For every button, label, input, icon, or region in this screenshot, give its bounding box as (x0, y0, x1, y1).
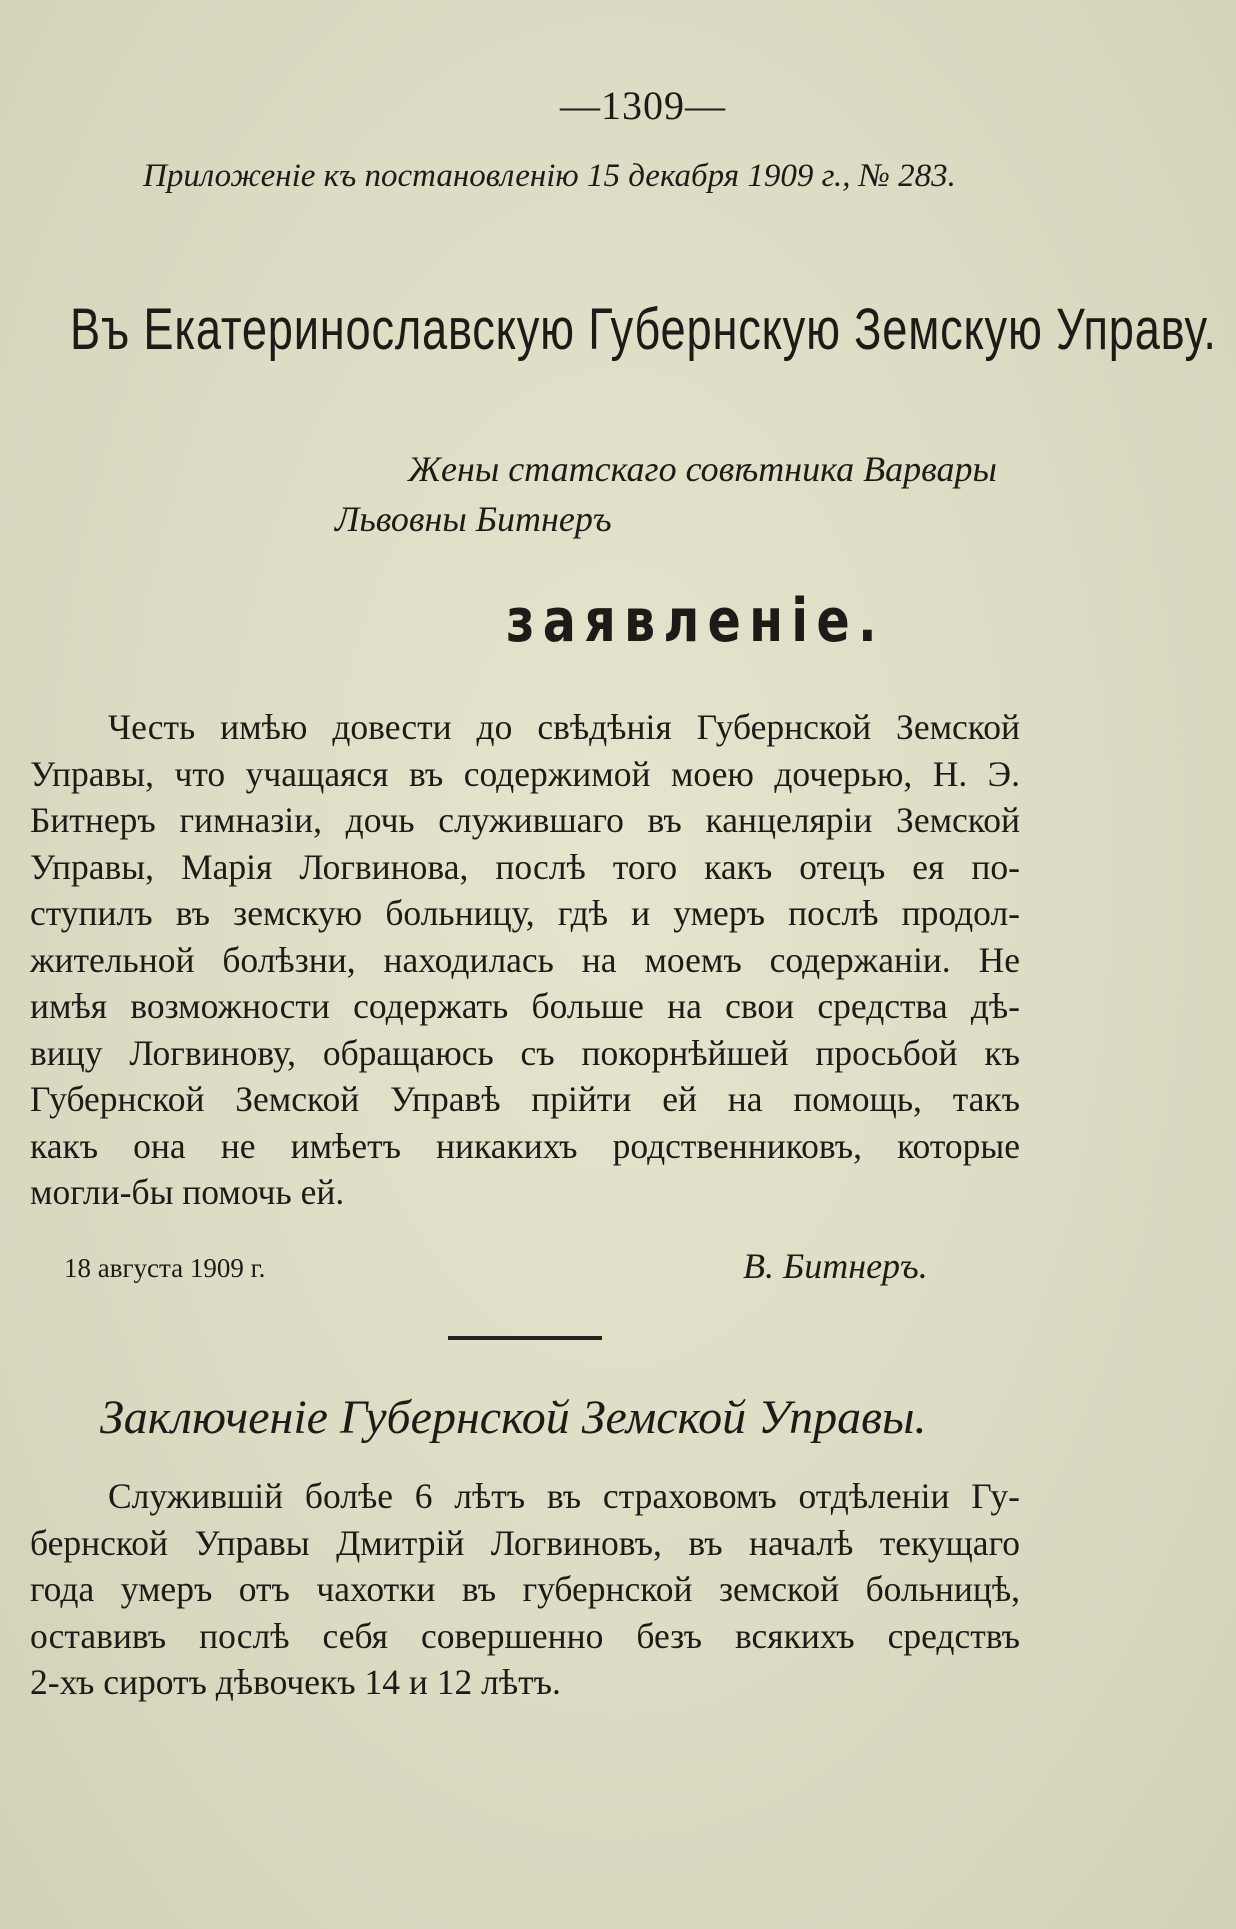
statement-line: Губернской Земской Управѣ прійти ей на помощь, такъ (30, 1079, 1020, 1119)
statement-line: Управы, Марія Логвинова, послѣ того какъ отецъ ея по- (30, 846, 1020, 887)
conclusion-paragraph (30, 1473, 1020, 1706)
statement-line: имѣя возможности содержать больше на свои средства дѣ- (30, 986, 1020, 1026)
appendix-note: Приложеніе къ постановленію 15 декабря 1909 г., № 283. (143, 158, 956, 194)
statement-line: Честь имѣю довести до свѣдѣнія Губернской Земской (108, 707, 1020, 747)
sender-line-1: Жены статскаго совѣтника Варвары (408, 449, 997, 489)
statement-line: жительной болѣзни, находилась на моемъ содержаніи. Не (30, 939, 1020, 980)
conclusion-line: бернской Управы Дмитрій Логвиновъ, въ началѣ текущаго (30, 1522, 1020, 1563)
sender-line-2: Львовны Битнеръ (335, 499, 612, 539)
addressee-heading: Въ Екатеринославскую Губернскую Земскую Управу. (70, 297, 1217, 362)
statement-line: ступилъ въ земскую больницу, гдѣ и умеръ послѣ продол- (30, 893, 1020, 933)
statement-line: Битнеръ гимназіи, дочь служившаго въ канцеляріи Земской (30, 800, 1020, 840)
section-title: Заключеніе Губернской Земской Управы. (100, 1391, 927, 1444)
conclusion-line: года умеръ отъ чахотки въ губернской земской больницѣ, (30, 1569, 1020, 1609)
statement-line: могли-бы помочь ей. (30, 1172, 345, 1212)
statement-line: какъ она не имѣетъ никакихъ родственниковъ, которые (30, 1125, 1020, 1166)
section-divider (448, 1336, 602, 1340)
statement-line: Управы, что учащаяся въ содержимой моею дочерью, Н. Э. (30, 753, 1020, 794)
statement-line: вицу Логвинову, обращаюсь съ покорнѣйшей просьбой къ (30, 1032, 1020, 1073)
statement-date: 18 августа 1909 г. (64, 1253, 266, 1283)
signature: В. Битнеръ. (743, 1246, 928, 1286)
conclusion-line: Служившій болѣе 6 лѣтъ въ страховомъ отдѣленіи Гу- (108, 1476, 1020, 1516)
page-number: —1309— (560, 83, 726, 128)
document-title: заявленіе. (506, 586, 885, 656)
conclusion-line: оставивъ послѣ себя совершенно безъ всякихъ средствъ (30, 1615, 1020, 1656)
conclusion-line: 2-хъ сиротъ дѣвочекъ 14 и 12 лѣтъ. (30, 1662, 561, 1702)
statement-paragraph (30, 704, 1020, 1216)
